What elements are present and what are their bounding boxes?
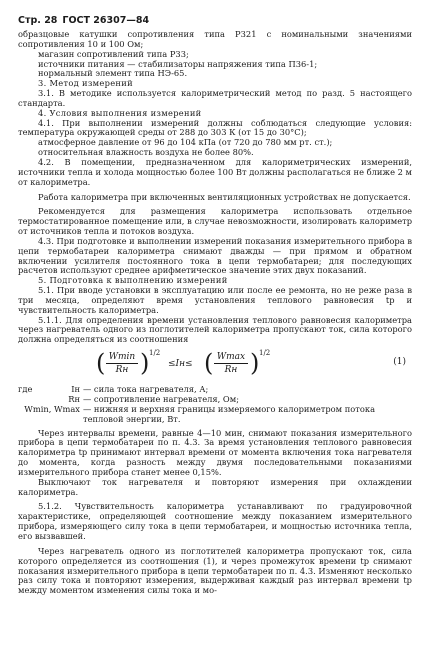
paragraph: относительная влажность воздуха не более 80%. [38,147,254,158]
paragraph: Через интервалы времени, равные 4—10 мин, снимают показания измерительного прибора в цепи термобатареи по п. 4.3. За время установления теплового равновесия калориметра tр принимают интервал времени от момента включения тока нагревателя до момента, когда разность между двумя последовательными показаниями измерительного прибора станет менее 0,15%. [18,427,412,477]
fraction-wmax: Wmax Rн [214,352,248,375]
paragraph: 5.1.2. Чувствительность калориметра устанавливают по градуировочной характеристике, определяющей соотношение между показанием измерительного прибора, измеряющего силу тока в цепи термобатареи, и мощностью источника тепла, его вызвавшей. [18,501,412,541]
paragraph: Через нагреватель одного из поглотителей калориметра пропускают ток, сила которого определяется из соотношения (1), и через промежуток времени tр снимают показания измерительного прибора в цепи термобатареи по п. 4.3. Изменяют несколько раз силу тока и повторяют измерения, выдерживая каждый раз интервал времени tр между моментом изменения силы тока и мо- [18,545,412,596]
paragraph: образцовые катушки сопротивления типа Р321 с номинальными значениями сопротивления 10 и 100 Ом; [18,29,412,49]
section-heading: 5. Подготовка к выполнению измерений [38,275,228,286]
section-heading: 4. Условия выполнения измерений [38,107,202,118]
formula-number: (1) [393,357,406,368]
paragraph: 4.2. В помещении, предназначенном для калориметрических измерений, источники тепла и холода мощностью более 100 Вт должны располагаться не ближе 2 м от калориметра. [18,156,412,187]
paragraph: магазин сопротивлений типа Р33; [38,48,189,59]
standard-id: ГОСТ 26307—84 [62,15,150,26]
paragraph: Выключают ток нагревателя и повторяют измерения при охлаждении калориметра. [18,476,412,497]
legend-where: где [18,384,33,395]
fraction-wmin: Wmin Rн [106,352,138,375]
formula-1: ( Wmin Rн ) 1/2 ≤Iн≤ ( Wmax Rн ) 1/2 (1) [96,349,406,378]
paragraph: источники питания — стабилизаторы напряжения типа П36-1; [38,58,318,69]
section-heading: 3. Метод измерений [38,78,133,89]
paragraph: нормальный элемент типа НЭ-65. [38,68,188,79]
paragraph: Рекомендуется для размещения калориметра использовать отдельное термостатированное помещение или, в случае невозможности, изолировать калориметр от источников тепла и потоков воздуха. [18,206,412,237]
paragraph: 4.3. При подготовке и выполнении измерений показания измерительного прибора в цепи термобатареи калориметра снимают дважды — при прямом и обратном включении усилителя постоянного тока в цепи термобатареи; для последующих расчетов используют среднее арифметическое значение этих двух показаний. [18,235,412,276]
page-number: Стр. 28 [18,15,58,26]
exponent-right: 1/2 [259,349,271,358]
legend-row: где Iн — сила тока нагревателя, А; [18,384,209,395]
body-text-bottom [18,429,412,597]
formula-legend [18,385,412,424]
paragraph: атмосферное давление от 96 до 104 кПа (от 720 до 780 мм рт. ст.); [38,137,333,148]
page-header [18,14,412,28]
body-text-top [18,30,412,345]
exponent-left: 1/2 [149,349,161,358]
document-page [18,14,412,596]
paragraph: 3.1. В методике используется калориметрический метод по разд. 5 настоящего стандарта. [18,88,412,108]
paragraph: 5.1.1. Для определения времени установления теплового равновесия калориметра через нагреватель одного из поглотителей калориметра пропускают ток, сила которого должна определяться из соотношения [18,314,412,345]
legend-row: Rн — сопротивление нагревателя, Ом; [68,394,239,404]
legend-row: Wmin, Wmax — нижняя и верхняя границы измеряемого калориметром потока тепловой энергии, Вт. [24,403,376,424]
paragraph: Работа калориметра при включенных вентиляционных устройствах не допускается. [38,191,411,202]
paragraph: 5.1. При вводе установки в эксплуатацию или после ее ремонта, но не реже раза в три месяца, определяют время установления теплового равновесия tр и чувствительность калориметра. [18,285,412,315]
paragraph: 4.1. При выполнении измерений должны соблюдаться следующие условия: температура окружающей среды от 288 до 303 К (от 15 до 30°С); [18,117,412,138]
formula-current: ≤Iн≤ [168,359,193,370]
